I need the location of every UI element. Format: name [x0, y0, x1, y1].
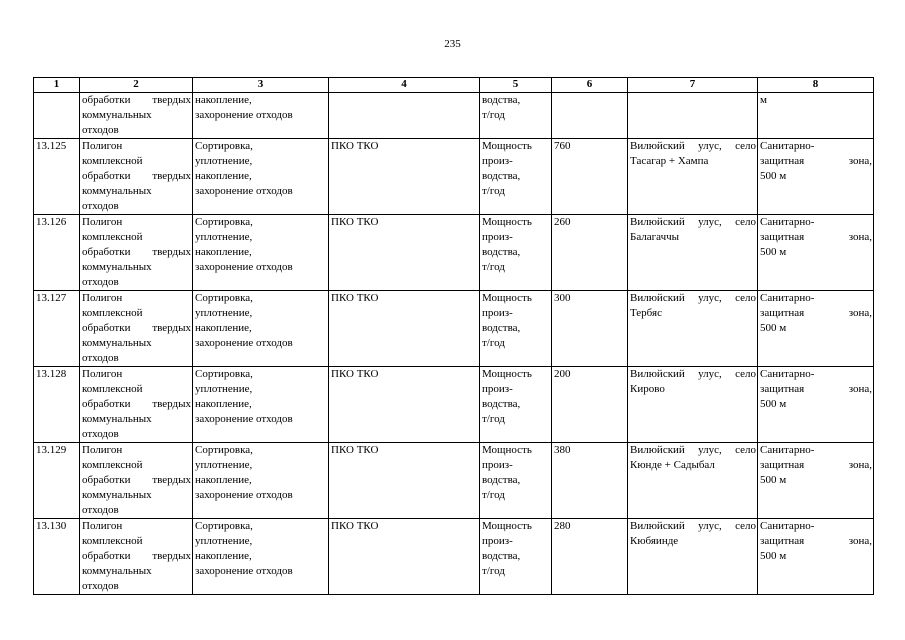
facility-type-cell: ПКО ТКО: [329, 139, 480, 215]
parameter-cell: [480, 367, 552, 443]
facility-name-line: Полигон: [82, 140, 123, 152]
facility-name-line: коммунальных: [82, 185, 152, 197]
operations-line: накопление,: [195, 170, 252, 182]
zone-line: 500 м: [760, 246, 787, 258]
parameter-line: произ-: [482, 383, 513, 395]
operations-line: Сортировка,: [195, 216, 253, 228]
location-cell: [628, 139, 758, 215]
facility-name-cell: [80, 93, 193, 139]
parameter-line: водства,: [482, 550, 521, 562]
facility-name-line: комплексной: [82, 459, 143, 471]
table-row: [34, 291, 874, 367]
header-col-4: 4: [329, 78, 480, 93]
operations-line: захоронение отходов: [195, 109, 293, 121]
operations-line: накопление,: [195, 550, 252, 562]
operations-cell: [193, 519, 329, 595]
operations-line: накопление,: [195, 398, 252, 410]
facility-name-line: комплексной: [82, 155, 143, 167]
location-cell: [628, 519, 758, 595]
location-cell: [628, 367, 758, 443]
facility-name-line: коммунальных: [82, 337, 152, 349]
facility-type-cell: ПКО ТКО: [329, 519, 480, 595]
location-cell: [628, 291, 758, 367]
operations-line: захоронение отходов: [195, 337, 293, 349]
operations-line: накопление,: [195, 474, 252, 486]
operations-line: захоронение отходов: [195, 413, 293, 425]
facility-type-cell: ПКО ТКО: [329, 215, 480, 291]
operations-line: уплотнение,: [195, 459, 253, 471]
zone-cell: [758, 139, 874, 215]
row-number-cell: 13.130: [34, 519, 80, 595]
parameter-line: Мощность: [482, 444, 532, 456]
parameter-cell: [480, 93, 552, 139]
facility-type-cell: [329, 93, 480, 139]
parameter-line: Мощность: [482, 140, 532, 152]
zone-line: защитная зона,: [760, 535, 872, 547]
facility-type-cell: ПКО ТКО: [329, 367, 480, 443]
facility-name-cell: [80, 519, 193, 595]
location-line: Вилюйский улус, село: [630, 140, 756, 152]
zone-line: Санитарно-: [760, 520, 815, 532]
row-number-cell: 13.127: [34, 291, 80, 367]
parameter-cell: [480, 291, 552, 367]
facilities-table: [33, 77, 874, 595]
facility-name-cell: [80, 215, 193, 291]
zone-line: Санитарно-: [760, 216, 815, 228]
value-cell: 260: [552, 215, 628, 291]
operations-cell: [193, 139, 329, 215]
parameter-cell: [480, 139, 552, 215]
parameter-line: т/год: [482, 337, 505, 349]
facility-name-line: комплексной: [82, 307, 143, 319]
operations-line: захоронение отходов: [195, 261, 293, 273]
facility-name-line: отходов: [82, 428, 119, 440]
parameter-line: Мощность: [482, 216, 532, 228]
parameter-cell: [480, 215, 552, 291]
zone-cell: [758, 215, 874, 291]
facility-name-line: обработки твердых: [82, 94, 191, 106]
location-cell: [628, 443, 758, 519]
zone-cell: [758, 367, 874, 443]
facility-name-line: отходов: [82, 580, 119, 592]
parameter-line: водства,: [482, 322, 521, 334]
facility-name-line: Полигон: [82, 292, 123, 304]
parameter-line: т/год: [482, 489, 505, 501]
operations-line: захоронение отходов: [195, 489, 293, 501]
parameter-line: т/год: [482, 413, 505, 425]
location-line: Тасагар + Хампа: [630, 155, 709, 167]
parameter-line: произ-: [482, 155, 513, 167]
operations-line: накопление,: [195, 94, 252, 106]
parameter-line: произ-: [482, 231, 513, 243]
parameter-line: т/год: [482, 261, 505, 273]
parameter-line: т/год: [482, 565, 505, 577]
zone-line: защитная зона,: [760, 155, 872, 167]
value-cell: 300: [552, 291, 628, 367]
facility-name-line: комплексной: [82, 383, 143, 395]
table-row: [34, 519, 874, 595]
zone-line: 500 м: [760, 170, 787, 182]
facility-name-line: Полигон: [82, 368, 123, 380]
facility-name-line: Полигон: [82, 520, 123, 532]
parameter-line: т/год: [482, 185, 505, 197]
location-line: Балагаччы: [630, 231, 680, 243]
facility-name-line: обработки твердых: [82, 322, 191, 334]
zone-cell: [758, 93, 874, 139]
table-header-row: [34, 78, 874, 93]
facility-name-line: коммунальных: [82, 109, 152, 121]
facility-name-line: коммунальных: [82, 413, 152, 425]
parameter-line: водства,: [482, 398, 521, 410]
facility-name-line: отходов: [82, 200, 119, 212]
facility-name-line: обработки твердых: [82, 398, 191, 410]
operations-line: Сортировка,: [195, 444, 253, 456]
parameter-line: водства,: [482, 474, 521, 486]
operations-line: уплотнение,: [195, 535, 253, 547]
operations-line: Сортировка,: [195, 140, 253, 152]
parameter-line: водства,: [482, 246, 521, 258]
parameter-line: Мощность: [482, 368, 532, 380]
header-col-6: 6: [552, 78, 628, 93]
location-line: Кюбяинде: [630, 535, 679, 547]
operations-line: захоронение отходов: [195, 185, 293, 197]
zone-line: м: [760, 94, 767, 106]
zone-line: Санитарно-: [760, 444, 815, 456]
operations-line: уплотнение,: [195, 231, 253, 243]
value-cell: 380: [552, 443, 628, 519]
location-line: Вилюйский улус, село: [630, 368, 756, 380]
value-cell: 200: [552, 367, 628, 443]
header-col-5: 5: [480, 78, 552, 93]
zone-line: 500 м: [760, 398, 787, 410]
parameter-line: произ-: [482, 307, 513, 319]
zone-line: Санитарно-: [760, 292, 815, 304]
operations-line: уплотнение,: [195, 383, 253, 395]
value-cell: 760: [552, 139, 628, 215]
header-col-3: 3: [193, 78, 329, 93]
facility-name-line: обработки твердых: [82, 170, 191, 182]
zone-line: защитная зона,: [760, 307, 872, 319]
facility-name-line: обработки твердых: [82, 474, 191, 486]
zone-cell: [758, 291, 874, 367]
zone-line: 500 м: [760, 474, 787, 486]
table-row: [34, 139, 874, 215]
value-cell: 280: [552, 519, 628, 595]
parameter-line: Мощность: [482, 520, 532, 532]
parameter-line: водства,: [482, 170, 521, 182]
zone-line: 500 м: [760, 322, 787, 334]
parameter-line: произ-: [482, 459, 513, 471]
facility-name-line: комплексной: [82, 535, 143, 547]
value-cell: [552, 93, 628, 139]
row-number-cell: 13.128: [34, 367, 80, 443]
operations-cell: [193, 93, 329, 139]
zone-line: Санитарно-: [760, 140, 815, 152]
operations-line: уплотнение,: [195, 307, 253, 319]
facility-name-line: комплексной: [82, 231, 143, 243]
facility-name-line: отходов: [82, 124, 119, 136]
facility-type-cell: ПКО ТКО: [329, 291, 480, 367]
parameter-line: Мощность: [482, 292, 532, 304]
location-line: Тербяс: [630, 307, 662, 319]
row-number-cell: 13.126: [34, 215, 80, 291]
location-line: Кюнде + Садыбал: [630, 459, 715, 471]
facility-name-line: коммунальных: [82, 261, 152, 273]
zone-line: защитная зона,: [760, 231, 872, 243]
page-number: 235: [444, 38, 461, 50]
operations-cell: [193, 215, 329, 291]
operations-cell: [193, 367, 329, 443]
header-col-1: 1: [34, 78, 80, 93]
location-cell: [628, 93, 758, 139]
facility-name-cell: [80, 139, 193, 215]
row-number-cell: 13.129: [34, 443, 80, 519]
table-row: [34, 367, 874, 443]
facility-name-cell: [80, 443, 193, 519]
facility-name-line: обработки твердых: [82, 246, 191, 258]
parameter-line: т/год: [482, 109, 505, 121]
facility-name-cell: [80, 367, 193, 443]
operations-line: накопление,: [195, 322, 252, 334]
facility-name-line: отходов: [82, 352, 119, 364]
operations-line: Сортировка,: [195, 292, 253, 304]
operations-cell: [193, 443, 329, 519]
facility-name-line: Полигон: [82, 444, 123, 456]
facility-name-line: отходов: [82, 276, 119, 288]
location-line: Кирово: [630, 383, 665, 395]
facility-name-line: коммунальных: [82, 565, 152, 577]
parameter-line: водства,: [482, 94, 521, 106]
header-col-8: 8: [758, 78, 874, 93]
operations-line: захоронение отходов: [195, 565, 293, 577]
row-number-cell: 13.125: [34, 139, 80, 215]
table-row: [34, 215, 874, 291]
header-col-2: 2: [80, 78, 193, 93]
parameter-line: произ-: [482, 535, 513, 547]
location-line: Вилюйский улус, село: [630, 520, 756, 532]
zone-line: защитная зона,: [760, 383, 872, 395]
facility-name-line: Полигон: [82, 216, 123, 228]
facility-name-line: коммунальных: [82, 489, 152, 501]
operations-line: Сортировка,: [195, 368, 253, 380]
operations-line: уплотнение,: [195, 155, 253, 167]
operations-line: Сортировка,: [195, 520, 253, 532]
facility-name-cell: [80, 291, 193, 367]
zone-line: 500 м: [760, 550, 787, 562]
facility-name-line: обработки твердых: [82, 550, 191, 562]
facility-name-line: отходов: [82, 504, 119, 516]
location-line: Вилюйский улус, село: [630, 216, 756, 228]
location-line: Вилюйский улус, село: [630, 292, 756, 304]
parameter-cell: [480, 443, 552, 519]
header-col-7: 7: [628, 78, 758, 93]
row-number-cell: [34, 93, 80, 139]
operations-cell: [193, 291, 329, 367]
zone-cell: [758, 443, 874, 519]
table-row: [34, 443, 874, 519]
parameter-cell: [480, 519, 552, 595]
facility-type-cell: ПКО ТКО: [329, 443, 480, 519]
zone-line: Санитарно-: [760, 368, 815, 380]
location-cell: [628, 215, 758, 291]
zone-line: защитная зона,: [760, 459, 872, 471]
operations-line: накопление,: [195, 246, 252, 258]
location-line: Вилюйский улус, село: [630, 444, 756, 456]
zone-cell: [758, 519, 874, 595]
table-row: [34, 93, 874, 139]
